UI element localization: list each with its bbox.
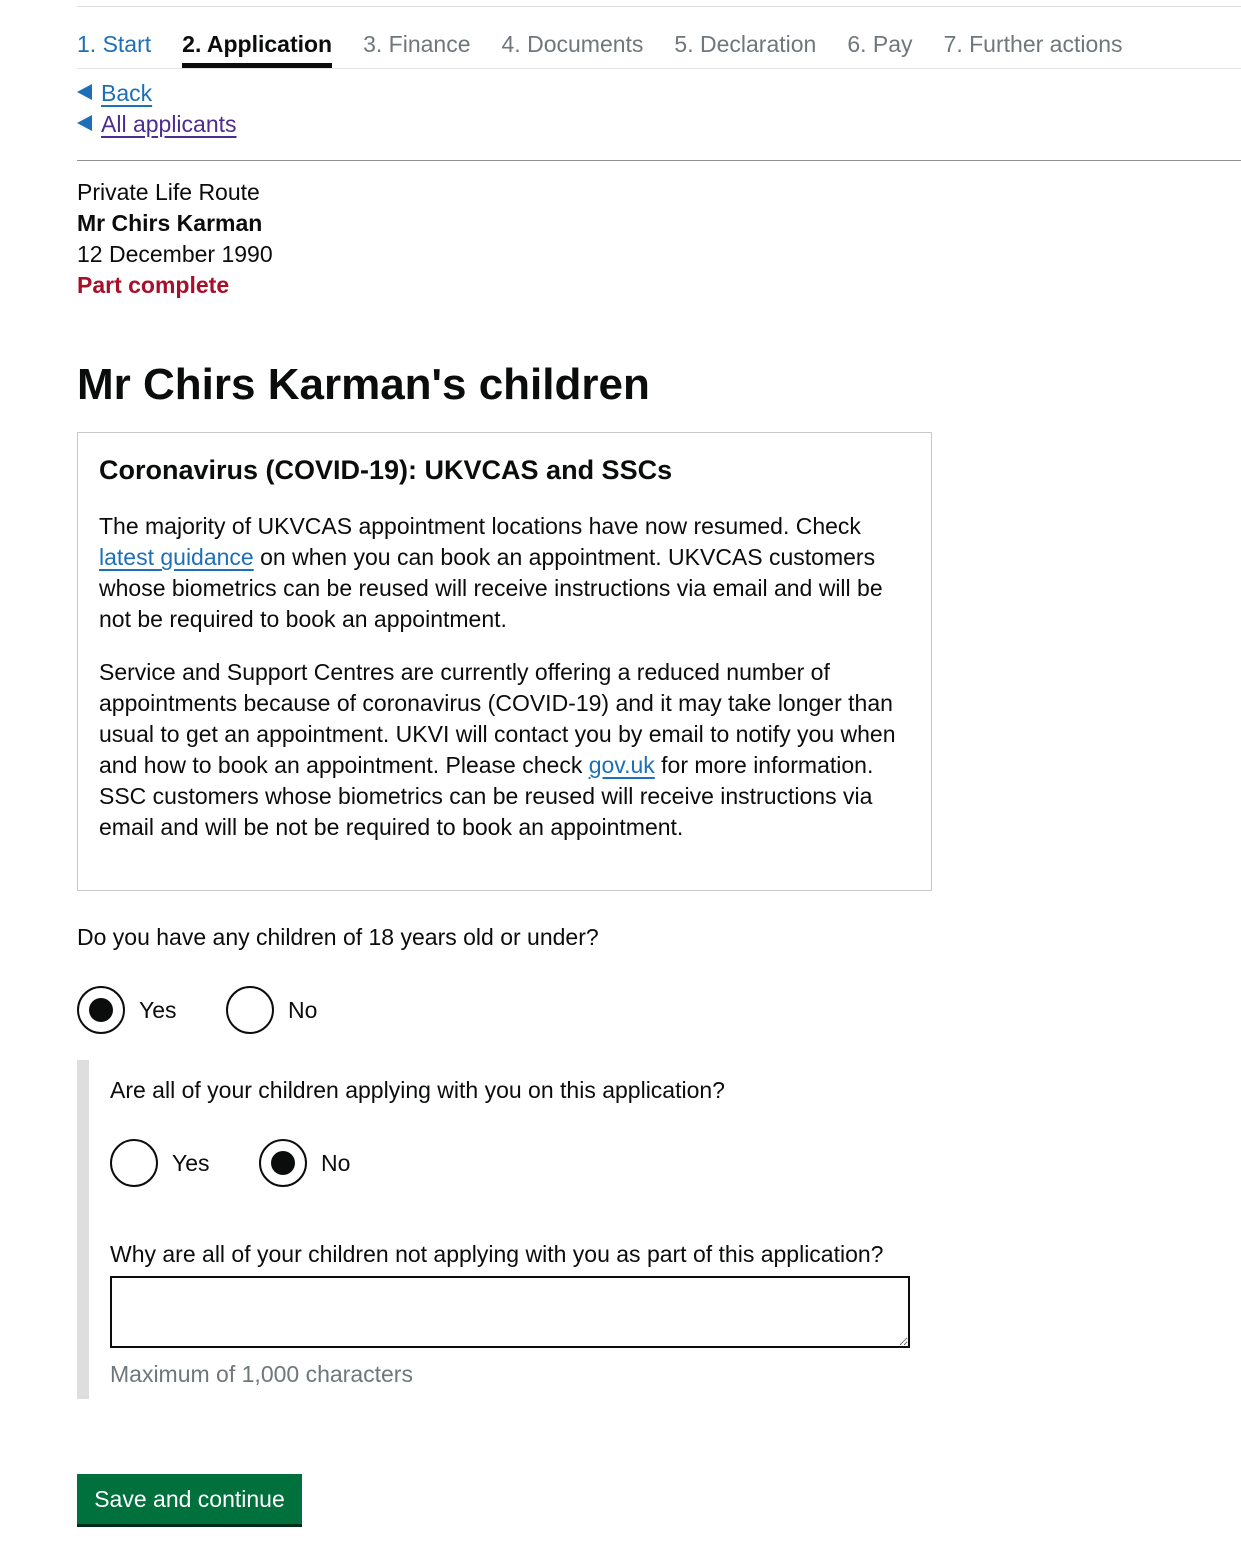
steps-divider bbox=[77, 68, 1241, 69]
children-question-label: Do you have any children of 18 years old or under? bbox=[77, 924, 599, 950]
step-finance: 3. Finance bbox=[363, 31, 471, 57]
reason-question-label: Why are all of your children not applying with you as part of this application? bbox=[110, 1241, 884, 1267]
all-applicants-label: All applicants bbox=[101, 111, 237, 137]
covid-notice bbox=[77, 432, 932, 891]
radio-unchecked-icon[interactable] bbox=[110, 1139, 158, 1187]
section-divider bbox=[77, 160, 1241, 161]
children-yes-radio[interactable] bbox=[77, 986, 177, 1034]
step-further-actions: 7. Further actions bbox=[943, 31, 1123, 57]
back-link[interactable] bbox=[77, 78, 237, 109]
character-limit-hint: Maximum of 1,000 characters bbox=[110, 1361, 413, 1387]
applicant-route: Private Life Route bbox=[77, 179, 260, 205]
all-applying-question-label: Are all of your children applying with you on this application? bbox=[110, 1077, 725, 1103]
applicant-summary bbox=[77, 177, 273, 301]
radio-unchecked-icon[interactable] bbox=[226, 986, 274, 1034]
back-arrow-icon bbox=[77, 84, 92, 100]
all-applying-no-label: No bbox=[321, 1149, 351, 1176]
step-declaration: 5. Declaration bbox=[674, 31, 817, 57]
all-applying-yes-radio[interactable] bbox=[110, 1139, 210, 1187]
top-divider bbox=[77, 6, 1241, 7]
children-no-radio[interactable] bbox=[226, 986, 317, 1034]
reason-textarea[interactable] bbox=[110, 1276, 910, 1348]
radio-checked-icon[interactable] bbox=[259, 1139, 307, 1187]
back-links bbox=[77, 78, 237, 140]
back-link-label: Back bbox=[101, 80, 153, 106]
latest-guidance-link[interactable]: latest guidance bbox=[99, 544, 254, 570]
progress-steps bbox=[77, 29, 1154, 59]
notice-title: Coronavirus (COVID-19): UKVCAS and SSCs bbox=[99, 455, 673, 485]
applicant-name: Mr Chirs Karman bbox=[77, 210, 263, 236]
back-arrow-icon bbox=[77, 115, 92, 131]
all-applying-no-radio[interactable] bbox=[259, 1139, 350, 1187]
notice-paragraph-2: Service and Support Centres are currently offering a reduced number of appointments because of coronavirus (COVID-19) and it may take longer than usual to get an appointment. UKVI will contact you by email to notify you when and how to book an appointment. Please check gov.uk for more information. SSC customers whose biometrics can be reused will receive instructions via email and will be not be required to book an appointment. bbox=[99, 659, 896, 840]
notice-paragraph-1: The majority of UKVCAS appointment locations have now resumed. Check latest guidance on when you can book an appointment. UKVCAS customers whose biometrics can be reused will receive instructions via email and will be not be required to book an appointment. bbox=[99, 513, 883, 632]
children-no-label: No bbox=[288, 996, 318, 1023]
conditional-reveal-bar bbox=[77, 1060, 89, 1399]
all-applicants-link[interactable] bbox=[77, 109, 237, 140]
radio-checked-icon[interactable] bbox=[77, 986, 125, 1034]
all-applying-yes-label: Yes bbox=[172, 1149, 210, 1176]
save-and-continue-button[interactable]: Save and continue bbox=[77, 1474, 302, 1524]
status-badge: Part complete bbox=[77, 272, 230, 298]
step-application: 2. Application bbox=[182, 31, 333, 57]
gov-uk-link[interactable]: gov.uk bbox=[588, 752, 655, 778]
step-start[interactable]: 1. Start bbox=[77, 31, 152, 57]
applicant-dob: 12 December 1990 bbox=[77, 241, 273, 267]
step-pay: 6. Pay bbox=[847, 31, 913, 57]
step-documents: 4. Documents bbox=[501, 31, 644, 57]
page-title: Mr Chirs Karman's children bbox=[77, 360, 650, 409]
children-yes-label: Yes bbox=[139, 996, 177, 1023]
